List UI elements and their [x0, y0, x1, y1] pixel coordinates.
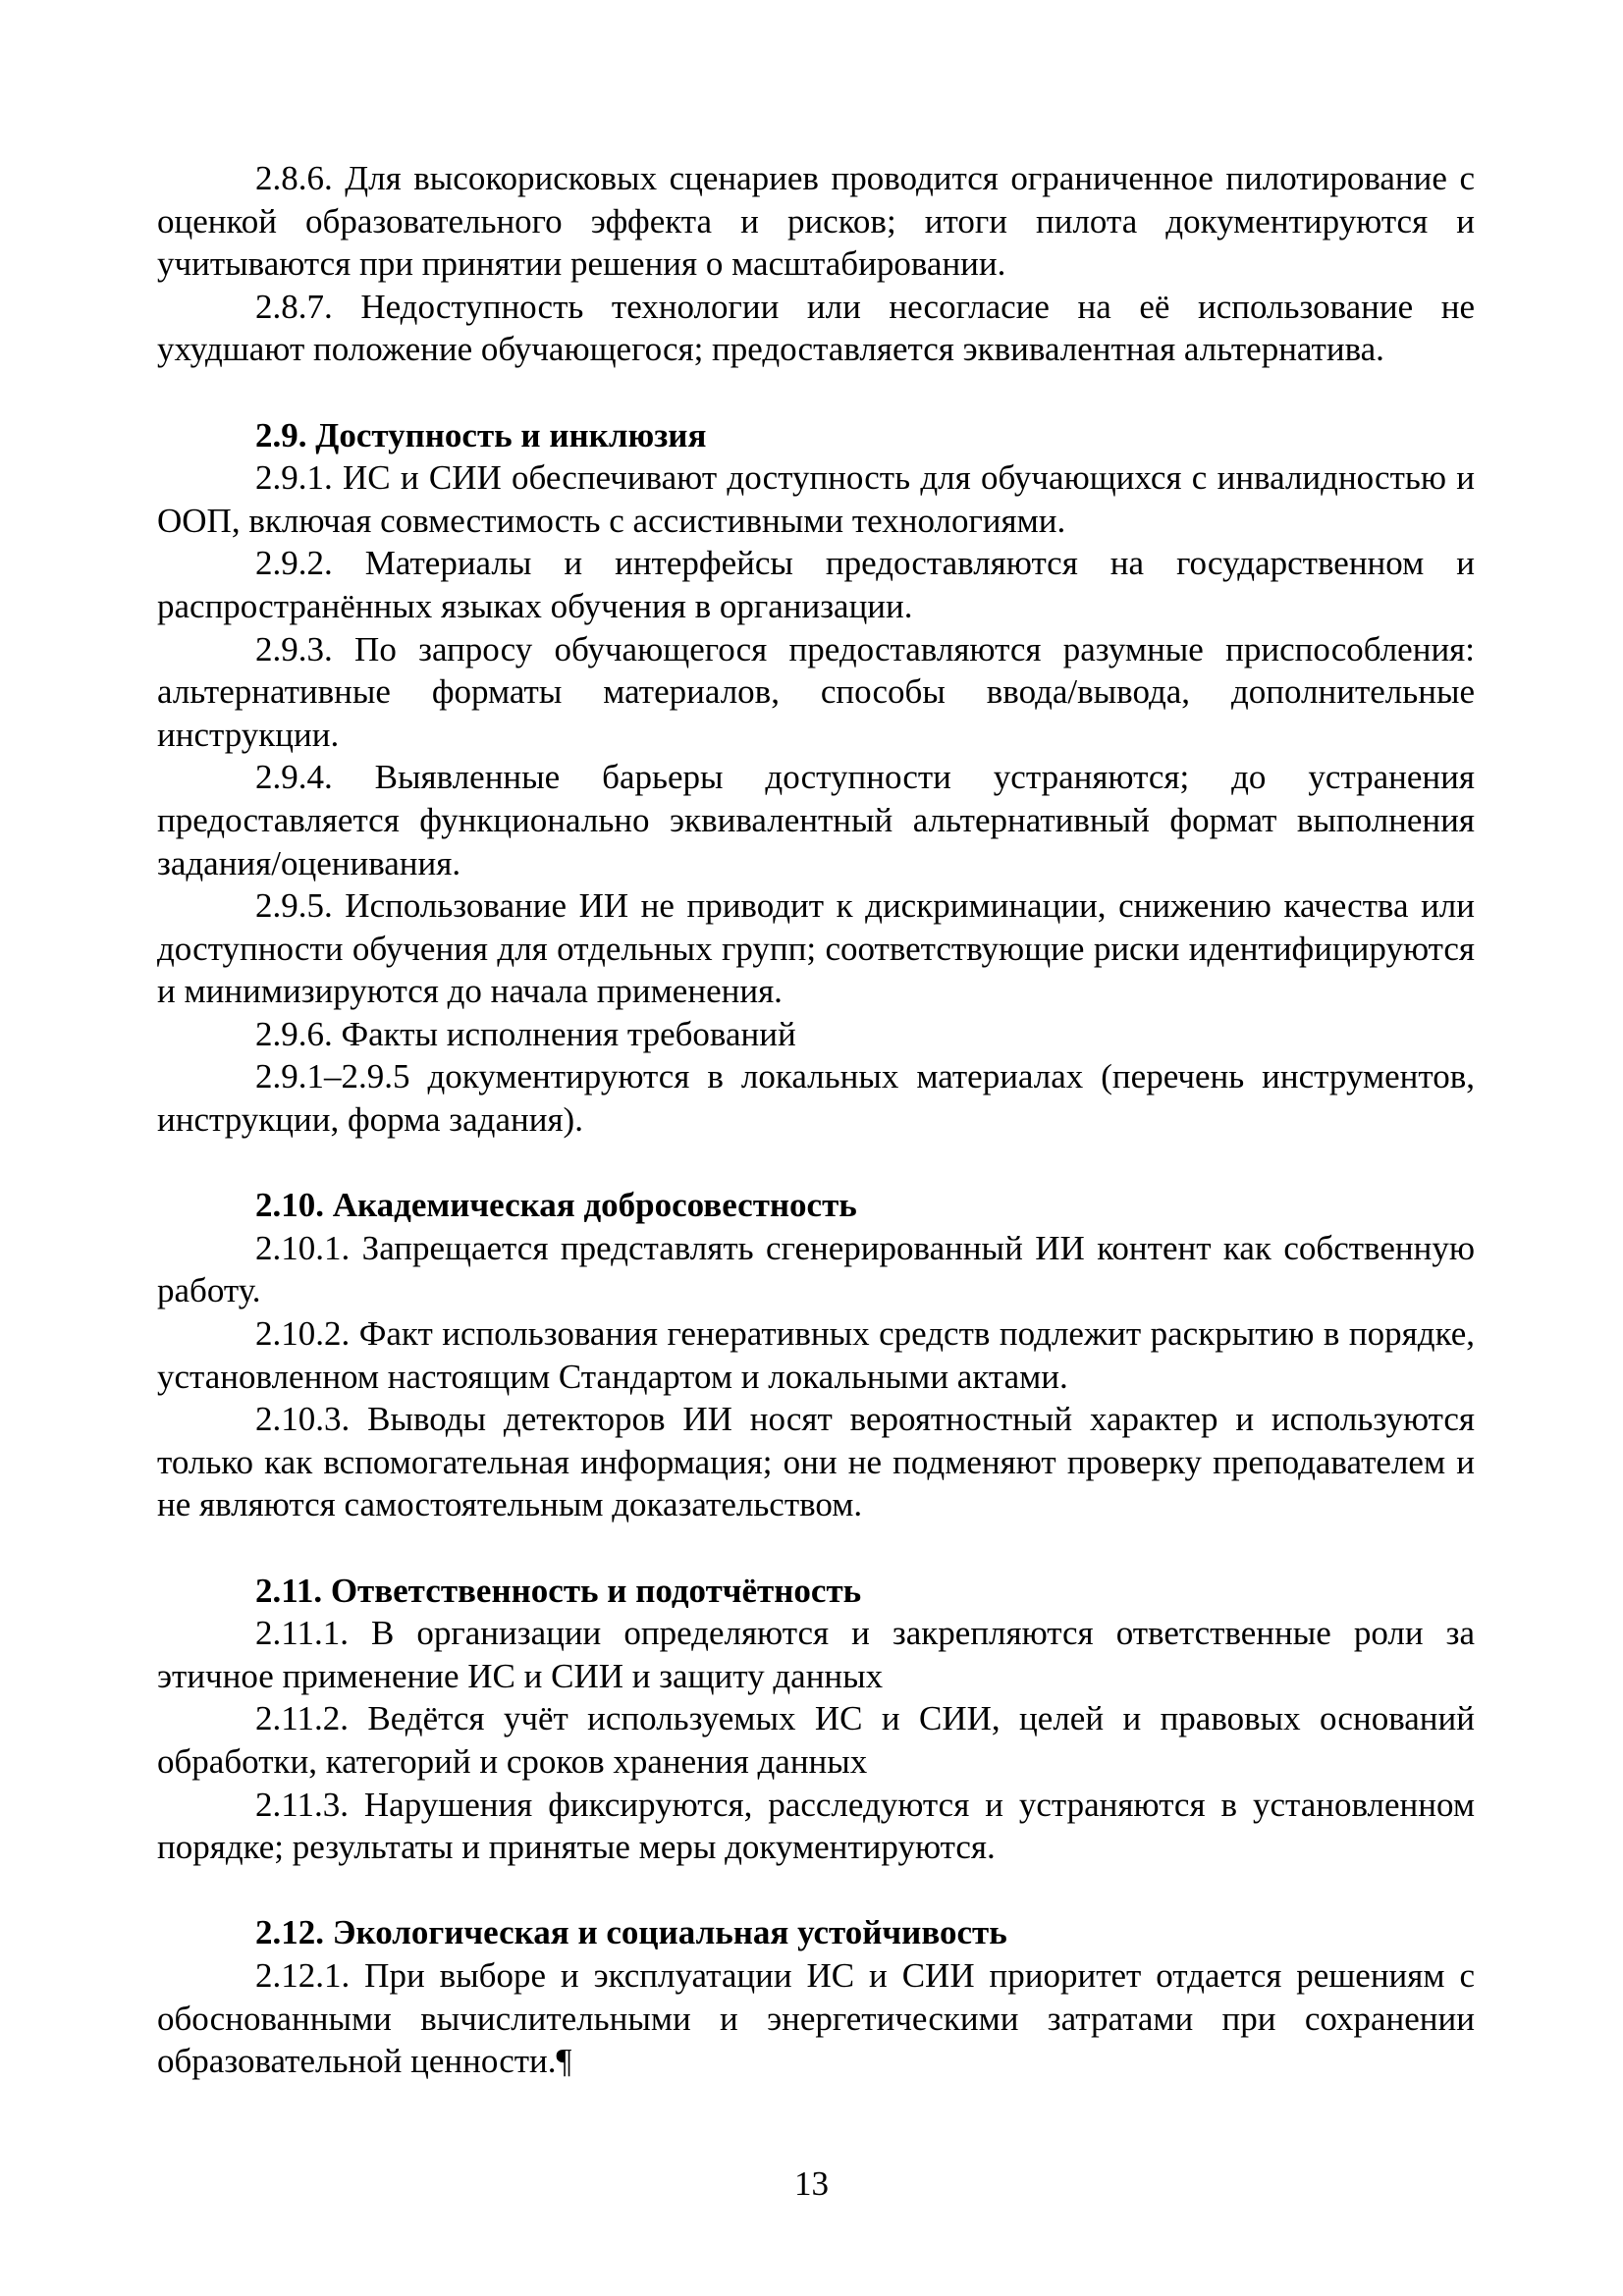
paragraph-2-9-6-continuation: 2.9.1–2.9.5 документируются в локальных материалах (перечень инструментов, инструкции, форма задания). [157, 1057, 1475, 1140]
paragraph-2-9-6: 2.9.6. Факты исполнения требований [255, 1014, 796, 1053]
document-page [157, 157, 1475, 2083]
section-heading-2-10: 2.10. Академическая добросовестность [255, 1186, 857, 1225]
paragraph-2-9-5: 2.9.5. Использование ИИ не приводит к дискриминации, снижению качества или доступности обучения для отдельных групп; соответствующие риски идентифицируются и минимизируются до начала применения. [157, 886, 1475, 1011]
paragraph-2-12-1: 2.12.1. При выборе и эксплуатации ИС и СИИ приоритет отдается решениям с обоснованными вычислительными и энергетическими затратами при сохранении образовательной ценности.¶ [157, 1955, 1475, 2081]
paragraph-2-9-1: 2.9.1. ИС и СИИ обеспечивают доступность для обучающихся с инвалидностью и ООП, включая совместимость с ассистивными технологиями. [157, 458, 1475, 540]
paragraph-2-9-2: 2.9.2. Материалы и интерфейсы предоставляются на государственном и распространённых языках обучения в организации. [157, 544, 1475, 625]
paragraph-2-10-2: 2.10.2. Факт использования генеративных средств подлежит раскрытию в порядке, установленном настоящим Стандартом и локальными актами. [157, 1314, 1475, 1396]
paragraph-2-10-1: 2.10.1. Запрещается представлять сгенерированный ИИ контент как собственную работу. [157, 1228, 1475, 1310]
section-heading-2-11: 2.11. Ответственность и подотчётность [255, 1571, 862, 1610]
paragraph-2-11-3: 2.11.3. Нарушения фиксируются, расследуются и устраняются в установленном порядке; результаты и принятые меры документируются. [157, 1785, 1475, 1867]
section-heading-2-9: 2.9. Доступность и инклюзия [255, 415, 707, 454]
paragraph-2-9-3: 2.9.3. По запросу обучающегося предоставляются разумные приспособления: альтернативные форматы материалов, способы ввода/вывода, дополнительные инструкции. [157, 629, 1475, 754]
paragraph-2-11-1: 2.11.1. В организации определяются и закрепляются ответственные роли за этичное применение ИС и СИИ и защиту данных [157, 1614, 1475, 1695]
paragraph-2-8-7: 2.8.7. Недоступность технологии или несогласие на её использование не ухудшают положение обучающегося; предоставляется эквивалентная альтернатива. [157, 287, 1475, 369]
paragraph-2-10-3: 2.10.3. Выводы детекторов ИИ носят вероятностный характер и используются только как вспомогательная информация; они не подменяют проверку преподавателем и не являются самостоятельным доказательством. [157, 1400, 1475, 1524]
page-number: 13 [794, 2164, 829, 2203]
paragraph-2-9-4: 2.9.4. Выявленные барьеры доступности устраняются; до устранения предоставляется функционально эквивалентный альтернативный формат выполнения задания/оценивания. [157, 758, 1475, 882]
section-heading-2-12: 2.12. Экологическая и социальная устойчивость [255, 1913, 1007, 1952]
paragraph-2-11-2: 2.11.2. Ведётся учёт используемых ИС и СИИ, целей и правовых оснований обработки, категорий и сроков хранения данных [157, 1699, 1475, 1781]
paragraph-2-8-6: 2.8.6. Для высокорисковых сценариев проводится ограниченное пилотирование с оценкой образовательного эффекта и рисков; итоги пилота документируются и учитываются при принятии решения о масштабировании. [157, 159, 1475, 284]
